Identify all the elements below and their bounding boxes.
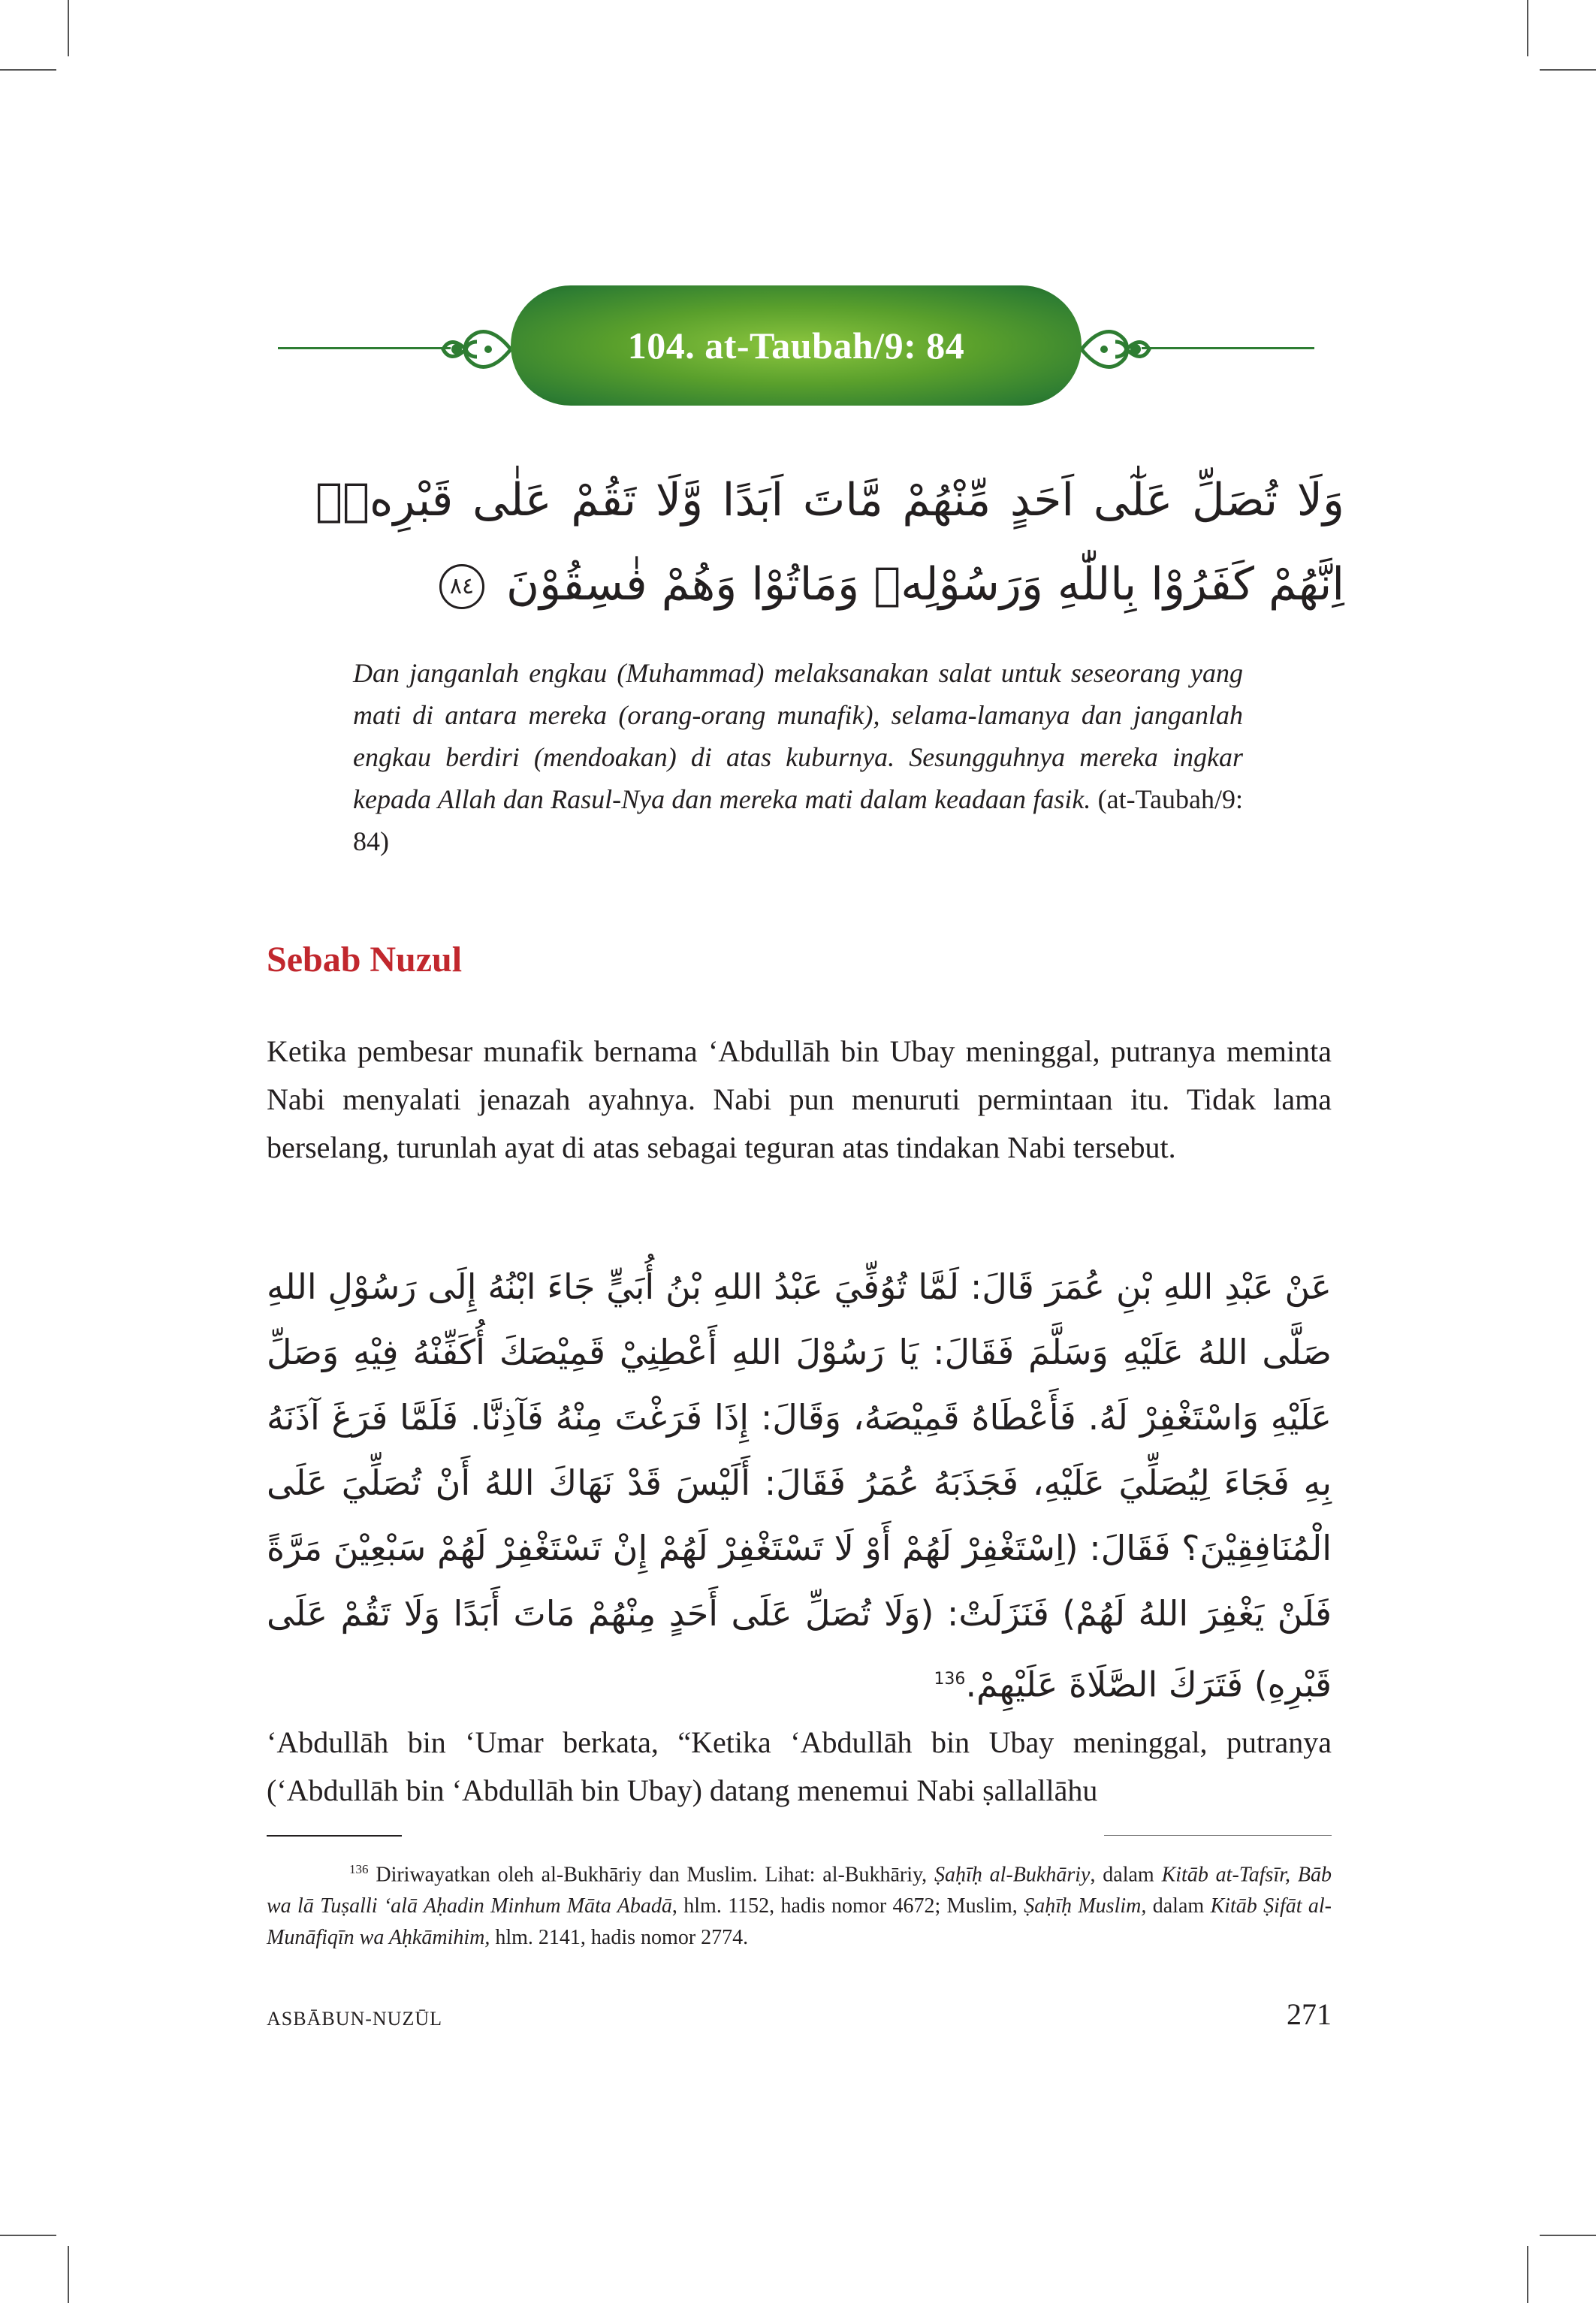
quran-verse-text: وَلَا تُصَلِّ عَلٰٓى اَحَدٍ مِّنْهُمْ مَّاتَ اَبَدًا وَّلَا تَقُمْ عَلٰى قَبْرِهٖۗ اِنَّهُمْ كَفَرُوْا بِاللّٰهِ وَرَسُوْلِهٖ وَمَاتُوْا وَهُمْ فٰسِقُوْنَ — [315, 474, 1344, 611]
footnote-reference[interactable]: 136 — [934, 1670, 966, 1689]
footnote-text: Diriwayatkan oleh al-Bukhāriy dan Muslim. Lihat: al-Bukhāriy, — [368, 1863, 935, 1887]
verse-title-pill — [511, 285, 1082, 406]
verse-header — [270, 285, 1322, 406]
floral-ornament-icon — [436, 315, 518, 383]
translation-text: Dan janganlah engkau (Muhammad) melaksanakan salat untuk seseorang yang mati di antara mereka (orang-orang munafik), selama-lamanya dan janganlah engkau berdiri (mendoakan) di atas kuburnya. Sesungguhnya mereka ingkar kepada Allah dan Rasul-Nya dan mereka mati dalam keadaan fasik. — [353, 658, 1243, 814]
footnote-chapter-title: Kitāb Ṣifāt al-Munāfiqīn wa Aḥkāmihim, — [267, 1894, 1332, 1950]
crop-mark — [1540, 69, 1596, 71]
running-head: ASBĀBUN-NUZŪL — [267, 2008, 442, 2030]
footnote-text: hlm. 2141, hadis nomor 2774. — [490, 1926, 749, 1950]
body-paragraph: Ketika pembesar munafik bernama ʻAbdullāh bin Ubay meninggal, putranya meminta Nabi menyalati jenazah ayahnya. Nabi pun menuruti permintaan itu. Tidak lama berselang, turunlah ayat di atas sebagai teguran atas tindakan Nabi tersebut. — [267, 1034, 1332, 1164]
crop-mark — [1527, 2246, 1528, 2303]
crop-mark — [0, 2235, 56, 2236]
verse-translation — [353, 652, 1243, 862]
footnote-number: 136 — [349, 1862, 369, 1876]
crop-mark — [1540, 2235, 1596, 2236]
footnote-text: dalam — [1146, 1894, 1211, 1918]
ayah-number-badge: ٨٤ — [439, 564, 484, 609]
translation-reference: (at-Taubah/9: 84) — [353, 784, 1244, 856]
crop-mark — [0, 69, 56, 71]
quran-verse — [315, 458, 1344, 626]
footnote-chapter-title: Kitāb at-Tafsīr, Bāb wa lā Tuṣalli ʻalā Aḥadin Minhum Māta Abadā — [267, 1863, 1332, 1918]
crop-mark — [1527, 0, 1528, 56]
footnote-book-title: Ṣaḥīḥ Muslim, — [1024, 1894, 1147, 1918]
footnote-divider — [1104, 1835, 1332, 1836]
header-rule-left — [278, 347, 451, 349]
crop-mark — [68, 2246, 69, 2303]
floral-ornament-icon — [1074, 315, 1157, 383]
body-paragraph: ʻAbdullāh bin ʻUmar berkata, “Ketika ʻAbdullāh bin Ubay meninggal, putranya (ʻAbdullāh bin ʻAbdullāh bin Ubay) datang menemui Nabi ṣallallāhu — [267, 1725, 1332, 1807]
verse-title: 104. at-Taubah/9: 84 — [627, 324, 965, 367]
hadith-text — [267, 1254, 1332, 1717]
page-number: 271 — [1287, 1997, 1332, 2031]
hadith-arabic: عَنْ عَبْدِ اللهِ بْنِ عُمَرَ قَالَ: لَمَّا تُوُفِّيَ عَبْدُ اللهِ بْنُ أُبَيٍّ جَاءَ ابْنُهُ إِلَى رَسُوْلِ اللهِ صَلَّى اللهُ عَلَيْهِ وَسَلَّمَ فَقَالَ: يَا رَسُوْلَ اللهِ أَعْطِنِيْ قَمِيْصَكَ أُكَفِّنْهُ فِيْهِ وَصَلِّ عَلَيْهِ وَاسْتَغْفِرْ لَهُ. فَأَعْطَاهُ قَمِيْصَهُ، وَقَالَ: إِذَا فَرَغْتَ مِنْهُ فَآذِنَّا. فَلَمَّا فَرَغَ آذَنَهُ بِهِ فَجَاءَ لِيُصَلِّيَ عَلَيْهِ، فَجَذَبَهُ عُمَرُ فَقَالَ: أَلَيْسَ قَدْ نَهَاكَ اللهُ أَنْ تُصَلِّيَ عَلَى الْمُنَافِقِيْنَ؟ فَقَالَ: (اِسْتَغْفِرْ لَهُمْ أَوْ لَا تَسْتَغْفِرْ لَهُمْ إِنْ تَسْتَغْفِرْ لَهُمْ سَبْعِيْنَ مَرَّةً فَلَنْ يَغْفِرَ اللهُ لَهُمْ) فَنَزَلَتْ: (وَلَا تُصَلِّ عَلَى أَحَدٍ مِنْهُمْ مَاتَ أَبَدًا وَلَا تَقُمْ عَلَى قَبْرِهِ) فَتَرَكَ الصَّلَاةَ عَلَيْهِمْ. — [267, 1266, 1332, 1705]
footnote-book-title: Ṣaḥīḥ al-Bukhāriy — [934, 1863, 1091, 1887]
header-rule-right — [1142, 347, 1314, 349]
footnote-text: , dalam — [1090, 1863, 1162, 1887]
footnote — [267, 1854, 1332, 1954]
footnote-divider — [267, 1835, 402, 1837]
footnote-text: , hlm. 1152, hadis nomor 4672; Muslim, — [671, 1894, 1024, 1918]
crop-mark — [68, 0, 69, 56]
section-heading: Sebab Nuzul — [267, 940, 463, 979]
